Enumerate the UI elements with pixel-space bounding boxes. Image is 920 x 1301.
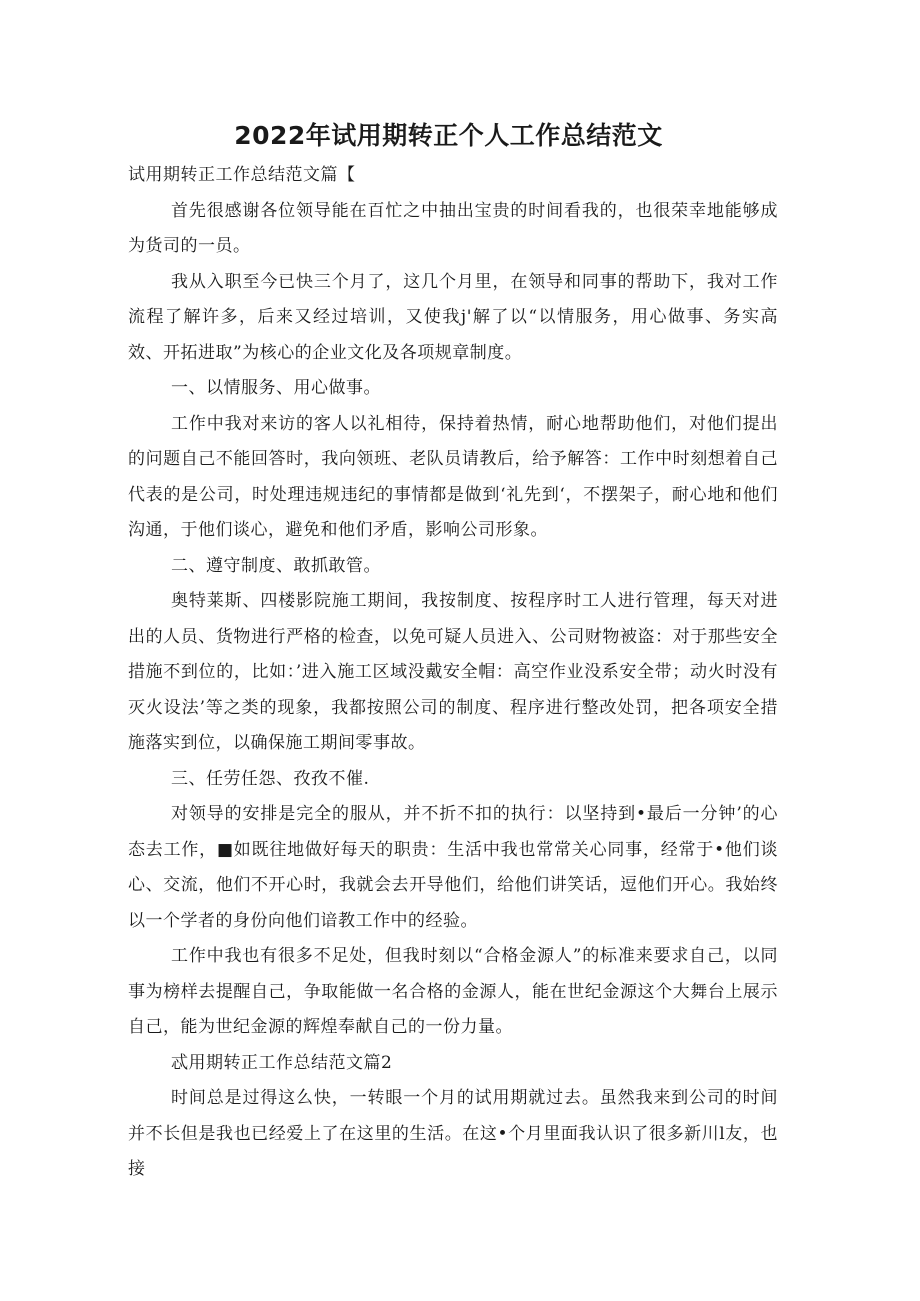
body-paragraph: 对领导的安排是完全的服从，并不折不扣的执行：以坚持到•最后一分钟’的心态去工作，■如既往地做好每天的职贵：生活中我也常常关心同事，经常于•他们谈心、交流，他们不开心时，我就会去开导他们，给他们讲笑话，逗他们开心。我始终以一个学者的身份向他们谙教工作中的经验。 bbox=[128, 804, 778, 931]
body-paragraph: 首先很感谢各位领导能在百忙之中抽出宝贵的时间看我的，也很荣幸地能够成为货司的一员。 bbox=[128, 200, 778, 256]
subheading-3: 三、任劳任怨、孜孜不催. bbox=[171, 768, 370, 789]
body-paragraph: 工作中我对来访的客人以礼相待，保持着热情，耐心地帮助他们，对他们提出的问题自己不能回答时，我向领班、老队员请教后，给予解答：工作中时刻想着自己代表的是公司，时处理违规违纪的事情都是做到‘礼先到‘，不摆架子，耐心地和他们沟通，于他们谈心，避免和他们矛盾，影响公司形象。 bbox=[128, 413, 778, 540]
section-heading-1: 试用期转正工作总结范文篇【 bbox=[128, 165, 356, 185]
document-title: 2022年试用期转正个人工作总结范文 bbox=[234, 121, 663, 150]
document-body bbox=[128, 158, 778, 1188]
body-paragraph: 时间总是过得这么快，一转眼一个月的试用期就过去。虽然我来到公司的时间并不长但是我也已经爱上了在这里的生活。在这•个月里面我认识了很多新川l友，也接 bbox=[128, 1088, 778, 1179]
subheading-1: 一、以情服务、用心做事。 bbox=[171, 378, 381, 398]
body-paragraph: 工作中我也有很多不足处，但我时刻以“合格金源人”的标准来要求自己，以同事为榜样去提醒自己，争取能做一名合格的金源人，能在世纪金源这个大舞台上展示自己，能为世纪金源的辉煌奉献自己的一份力量。 bbox=[128, 946, 778, 1037]
body-paragraph: 我从入职至今已快三个月了，这几个月里，在领导和同事的帮助下，我对工作流程了解许多，后来又经过培训，又使我j'解了以“以情服务，用心做事、务实高效、开拓进取”为核心的企业文化及各项规章制度。 bbox=[128, 271, 778, 363]
body-paragraph: 奥特莱斯、四楼影院施工期间，我按制度、按程序时工人进行管理，每天对进出的人员、货物进行严格的检查，以免可疑人员进入、公司财物被盗：对于那些安全措施不到位的，比如：’进入施工区域没戴安全帽：高空作业没系安全带；动火时没有灭火设法’等之类的现象，我都按照公司的制度、程序进行整改处罚，把各项安全措施落实到位，以确保施工期间零事故。 bbox=[128, 591, 778, 753]
subheading-2: 二、遵守制度、敢抓敢管。 bbox=[171, 555, 381, 576]
section-heading-2: 忒用期转正工作总结范文篇2 bbox=[171, 1052, 393, 1073]
